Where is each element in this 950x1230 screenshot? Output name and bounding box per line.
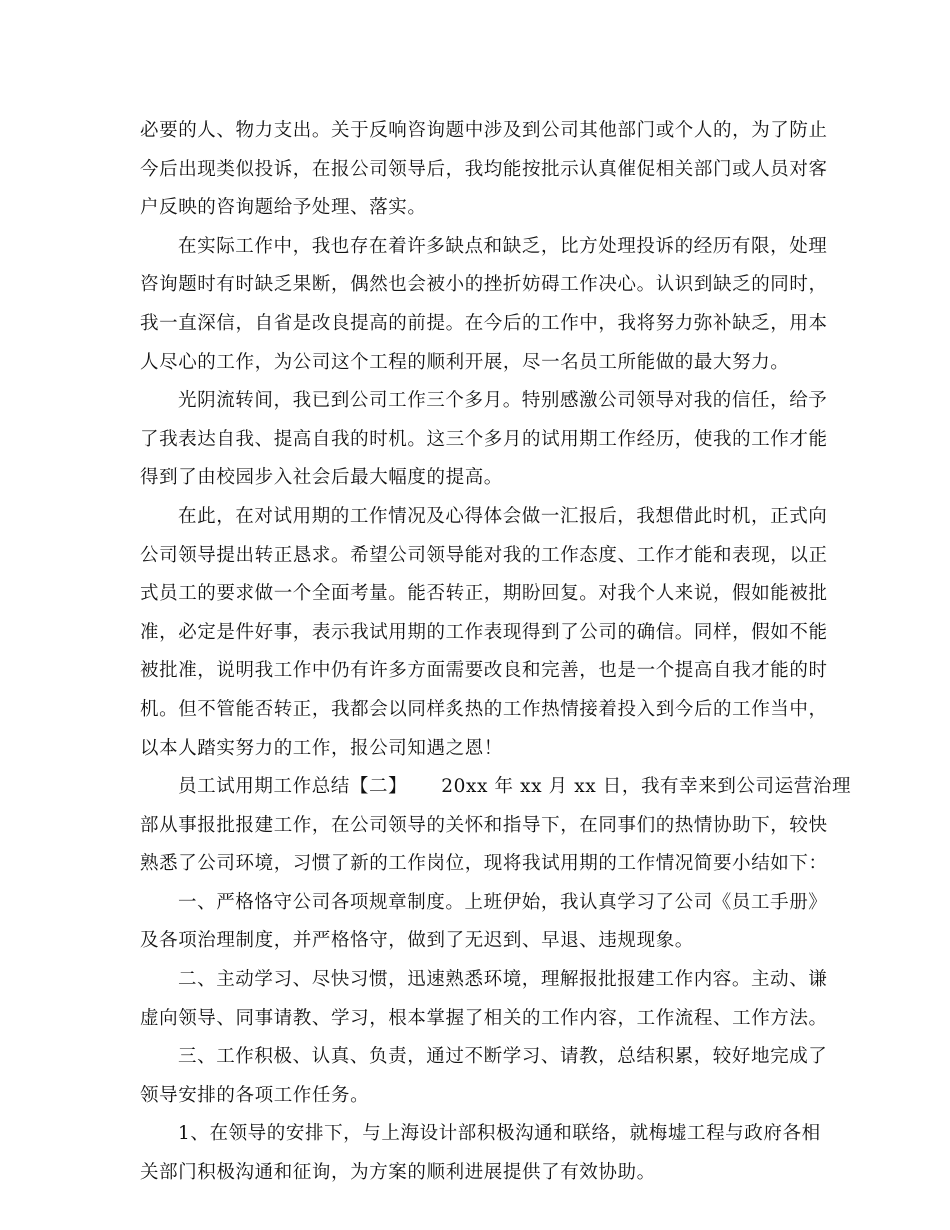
text-line: 部从事报批报建工作，在公司领导的关怀和指导下，在同事们的热情协助下，较快 [140, 814, 828, 836]
text-line: 我一直深信，自省是改良提高的前提。在今后的工作中，我将努力弥补缺乏，用本 [140, 312, 828, 334]
text-line: 户反映的咨询题给予处理、落实。 [140, 197, 427, 219]
paragraph [140, 382, 828, 498]
text-line: 在实际工作中，我也存在着许多缺点和缺乏，比方处理投诉的经历有限，处理 [178, 235, 828, 257]
section-heading: 员工试用期工作总结【二】 [178, 776, 408, 798]
heading-line-text: 20xx 年 xx 月 xx 日，我有幸来到公司运营治理 [441, 776, 852, 798]
text-line: 及各项治理制度，并严格恪守，做到了无迟到、早退、违规现象。 [140, 930, 694, 952]
text-line: 三、工作积极、认真、负责，通过不断学习、请教，总结积累，较好地完成了 [178, 1046, 828, 1068]
text-line: 准，必定是件好事，表示我试用期的工作表现得到了公司的确信。同样，假如不能 [140, 621, 828, 643]
text-line: 式员工的要求做一个全面考量。能否转正，期盼回复。对我个人来说，假如能被批 [140, 583, 828, 605]
paragraph [140, 112, 828, 228]
text-line: 熟悉了公司环境，习惯了新的工作岗位，现将我试用期的工作情况简要小结如下： [140, 853, 828, 875]
text-line [140, 768, 852, 807]
text-line: 光阴流转间，我已到公司工作三个多月。特别感激公司领导对我的信任，给予 [178, 390, 828, 412]
text-line: 公司领导提出转正恳求。希望公司领导能对我的工作态度、工作才能和表现，以正 [140, 544, 828, 566]
text-line: 今后出现类似投诉，在报公司领导后，我均能按批示认真催促相关部门或人员对客 [140, 158, 828, 180]
text-line: 一、严格恪守公司各项规章制度。上班伊始，我认真学习了公司《员工手册》 [178, 891, 828, 913]
paragraph [140, 961, 828, 1038]
text-line: 咨询题时有时缺乏果断，偶然也会被小的挫折妨碍工作决心。认识到缺乏的同时， [140, 274, 828, 296]
text-line: 关部门积极沟通和征询，为方案的顺利进展提供了有效协助。 [140, 1162, 656, 1184]
document-body [140, 112, 852, 1193]
text-line: 以本人踏实努力的工作，报公司知遇之恩！ [140, 737, 503, 759]
paragraph [140, 1038, 828, 1115]
text-line: 机。但不管能否转正，我都会以同样炙热的工作热情接着投入到今后的工作当中， [140, 698, 828, 720]
paragraph [140, 498, 828, 768]
text-line: 领导安排的各项工作任务。 [140, 1084, 370, 1106]
paragraph [140, 884, 828, 961]
text-line: 虚向领导、同事请教、学习，根本掌握了相关的工作内容，工作流程、工作方法。 [140, 1007, 828, 1029]
text-line: 了我表达自我、提高自我的时机。这三个多月的试用期工作经历，使我的工作才能 [140, 428, 828, 450]
text-line: 人尽心的工作，为公司这个工程的顺利开展，尽一名员工所能做的最大努力。 [140, 351, 790, 373]
text-line: 得到了由校园步入社会后最大幅度的提高。 [140, 467, 503, 489]
text-line: 在此，在对试用期的工作情况及心得体会做一汇报后，我想借此时机，正式向 [178, 505, 828, 527]
text-line: 必要的人、物力支出。关于反响咨询题中涉及到公司其他部门或个人的，为了防止 [140, 120, 828, 141]
paragraph [140, 1115, 821, 1192]
text-line: 1、在领导的安排下，与上海设计部积极沟通和联络，就梅墟工程与政府各相 [178, 1123, 821, 1145]
text-line: 二、主动学习、尽快习惯，迅速熟悉环境，理解报批报建工作内容。主动、谦 [178, 969, 828, 991]
paragraph [140, 228, 828, 382]
paragraph [140, 768, 852, 884]
text-line: 被批准，说明我工作中仍有许多方面需要改良和完善，也是一个提高自我才能的时 [140, 660, 828, 682]
